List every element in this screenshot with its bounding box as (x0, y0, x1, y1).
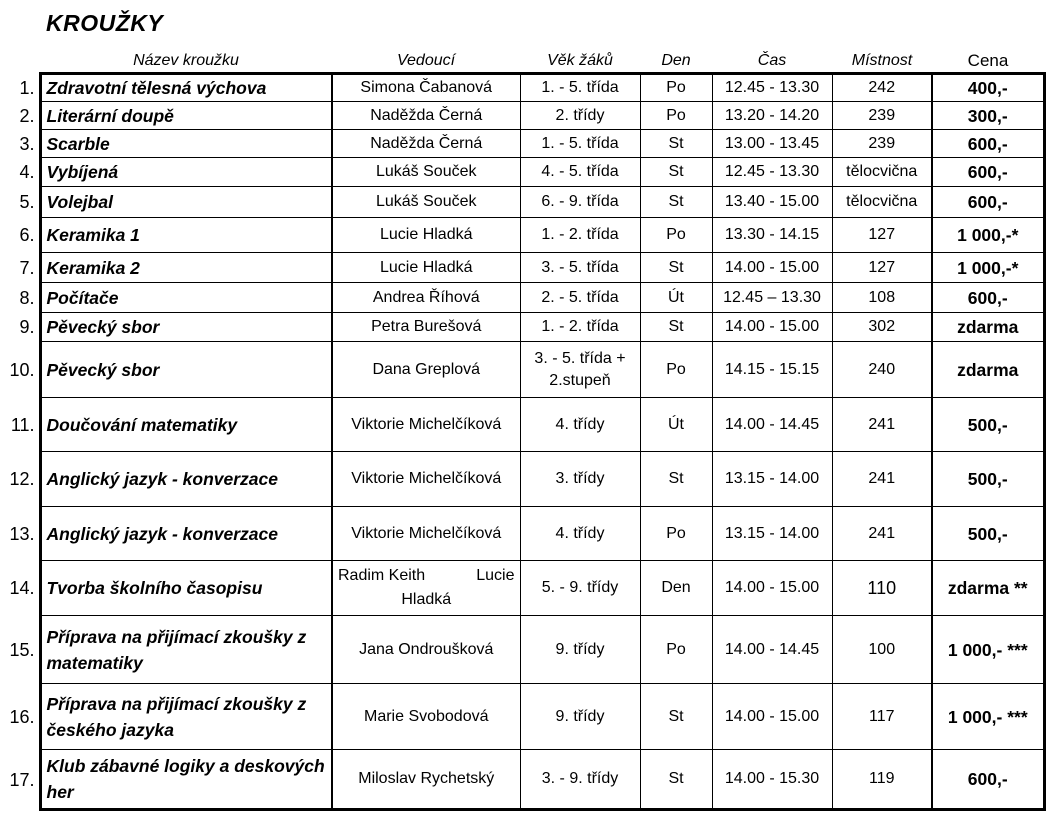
club-age: 1. - 2. třída (520, 218, 640, 253)
row-number: 5. (19, 192, 35, 212)
club-leader-second: Lucie (476, 567, 515, 584)
row-number: 13. (9, 523, 35, 544)
header-number (6, 50, 40, 74)
club-day: St (640, 452, 712, 507)
club-leader-first: Radim Keith (338, 567, 426, 584)
club-room: 241 (832, 452, 932, 507)
club-time: 13.20 - 14.20 (712, 102, 832, 130)
club-day: St (640, 750, 712, 810)
club-age: 4. třídy (520, 507, 640, 561)
club-day: Po (640, 102, 712, 130)
club-leader: Naděžda Černá (332, 130, 520, 158)
club-name: Keramika 1 (40, 218, 332, 253)
header-day: Den (661, 52, 691, 69)
club-leader: Simona Čabanová (332, 74, 520, 102)
club-age: 9. třídy (520, 616, 640, 684)
club-leader: Marie Svobodová (332, 684, 520, 750)
club-room: 108 (832, 283, 932, 313)
club-age: 5. - 9. třídy (520, 561, 640, 616)
table-row (6, 750, 1044, 810)
club-room: 239 (832, 102, 932, 130)
table-row (6, 130, 1044, 158)
club-room: 117 (832, 684, 932, 750)
club-name: Doučování matematiky (40, 398, 332, 452)
club-time: 13.40 - 15.00 (712, 187, 832, 218)
table-row (6, 283, 1044, 313)
club-time: 13.00 - 13.45 (712, 130, 832, 158)
club-price: 600,- (932, 283, 1044, 313)
club-room: tělocvična (832, 158, 932, 187)
club-leader: Viktorie Michelčíková (332, 507, 520, 561)
club-time: 14.00 - 15.00 (712, 253, 832, 283)
club-day: Den (640, 561, 712, 616)
row-number: 12. (9, 469, 35, 489)
club-name: Zdravotní tělesná výchova (40, 74, 332, 102)
row-number: 15. (9, 639, 35, 660)
club-room: 302 (832, 313, 932, 342)
row-number: 8. (19, 287, 35, 308)
club-day: St (640, 130, 712, 158)
header-name: Název kroužku (133, 52, 239, 69)
club-price: 600,- (932, 130, 1044, 158)
club-age: 1. - 5. třída (520, 74, 640, 102)
row-number: 4. (19, 162, 35, 182)
club-day: Út (640, 398, 712, 452)
club-day: St (640, 253, 712, 283)
row-number: 17. (9, 769, 35, 790)
table-row (6, 158, 1044, 187)
club-time: 14.00 - 14.45 (712, 616, 832, 684)
club-name: Tvorba školního časopisu (40, 561, 332, 616)
club-day: St (640, 313, 712, 342)
header-time: Čas (757, 52, 787, 69)
club-name: Vybíjená (40, 158, 332, 187)
club-room: 127 (832, 218, 932, 253)
club-leader-second-surname: Hladká (401, 591, 452, 608)
club-leader: Petra Burešová (332, 313, 520, 342)
club-age: 2. třídy (520, 102, 640, 130)
club-leader: Lukáš Souček (332, 187, 520, 218)
club-leader: Dana Greplová (332, 342, 520, 398)
club-price: 600,- (932, 158, 1044, 187)
table-row (6, 398, 1044, 452)
club-room: 119 (832, 750, 932, 810)
club-leader: Naděžda Černá (332, 102, 520, 130)
club-price: 500,- (932, 398, 1044, 452)
club-age: 4. - 5. třída (520, 158, 640, 187)
club-name: Pěvecký sbor (40, 342, 332, 398)
club-age: 9. třídy (520, 684, 640, 750)
club-price: 1 000,-* (932, 218, 1044, 253)
club-name: Anglický jazyk - konverzace (40, 507, 332, 561)
club-name: Pěvecký sbor (40, 313, 332, 342)
row-number: 11. (10, 414, 35, 435)
club-room: 239 (832, 130, 932, 158)
club-price: zdarma (932, 313, 1044, 342)
club-time: 13.30 - 14.15 (712, 218, 832, 253)
club-name: Počítače (40, 283, 332, 313)
club-time: 14.00 - 15.00 (712, 561, 832, 616)
clubs-table (6, 50, 1046, 811)
table-row (6, 313, 1044, 342)
club-age: 3. - 9. třídy (520, 750, 640, 810)
club-price: 1 000,-* (932, 253, 1044, 283)
club-leader: Viktorie Michelčíková (332, 398, 520, 452)
row-number: 9. (19, 317, 35, 337)
page-title: KROUŽKY (46, 10, 164, 36)
table-row (6, 616, 1044, 684)
club-time: 14.00 - 15.00 (712, 313, 832, 342)
club-age: 3. třídy (520, 452, 640, 507)
club-room: 242 (832, 74, 932, 102)
club-price: 600,- (932, 187, 1044, 218)
row-number: 10. (9, 359, 35, 380)
club-age: 1. - 2. třída (520, 313, 640, 342)
club-name: Anglický jazyk - konverzace (40, 452, 332, 507)
header-leader: Vedoucí (396, 52, 456, 69)
club-leader (332, 561, 520, 616)
club-time: 12.45 - 13.30 (712, 74, 832, 102)
table-row (6, 74, 1044, 102)
row-number: 14. (9, 578, 35, 598)
club-name: Volejbal (40, 187, 332, 218)
club-time: 14.00 - 15.30 (712, 750, 832, 810)
club-price: 300,- (932, 102, 1044, 130)
club-leader: Lukáš Souček (332, 158, 520, 187)
row-number: 3. (19, 133, 35, 154)
table-row (6, 218, 1044, 253)
club-price: 1 000,- *** (932, 684, 1044, 750)
club-leader: Jana Ondroušková (332, 616, 520, 684)
club-time: 14.15 - 15.15 (712, 342, 832, 398)
club-day: St (640, 158, 712, 187)
club-time: 14.00 - 14.45 (712, 398, 832, 452)
club-room: 241 (832, 398, 932, 452)
table-row (6, 187, 1044, 218)
club-age: 1. - 5. třída (520, 130, 640, 158)
club-age: 3. - 5. třída + 2.stupeň (520, 342, 640, 398)
club-leader: Lucie Hladká (332, 218, 520, 253)
club-time: 14.00 - 15.00 (712, 684, 832, 750)
club-time: 13.15 - 14.00 (712, 452, 832, 507)
club-age: 3. - 5. třída (520, 253, 640, 283)
club-time: 13.15 - 14.00 (712, 507, 832, 561)
club-price: zdarma ** (932, 561, 1044, 616)
club-room: tělocvična (832, 187, 932, 218)
club-room: 100 (832, 616, 932, 684)
club-day: Po (640, 218, 712, 253)
table-row (6, 507, 1044, 561)
row-number: 1. (19, 77, 35, 98)
club-price: 400,- (932, 74, 1044, 102)
row-number: 7. (19, 257, 35, 278)
club-day: Po (640, 507, 712, 561)
club-price: 1 000,- *** (932, 616, 1044, 684)
club-name: Klub zábavné logiky a deskových her (40, 750, 332, 810)
club-leader: Andrea Říhová (332, 283, 520, 313)
club-leader: Lucie Hladká (332, 253, 520, 283)
table-row (6, 102, 1044, 130)
club-day: Po (640, 342, 712, 398)
table-row (6, 253, 1044, 283)
club-leader: Viktorie Michelčíková (332, 452, 520, 507)
club-day: Po (640, 616, 712, 684)
row-number: 6. (19, 225, 35, 245)
club-price: 500,- (932, 507, 1044, 561)
club-price: 600,- (932, 750, 1044, 810)
club-day: St (640, 684, 712, 750)
club-name: Příprava na přijímací zkoušky z matematiky (40, 616, 332, 684)
club-age: 4. třídy (520, 398, 640, 452)
table-row (6, 684, 1044, 750)
club-time: 12.45 - 13.30 (712, 158, 832, 187)
row-number: 2. (19, 105, 35, 126)
club-leader: Miloslav Rychetský (332, 750, 520, 810)
club-price: 500,- (932, 452, 1044, 507)
club-name: Scarble (40, 130, 332, 158)
club-name: Keramika 2 (40, 253, 332, 283)
club-age: 2. - 5. třída (520, 283, 640, 313)
header-age: Věk žáků (547, 52, 613, 69)
club-time: 12.45 – 13.30 (712, 283, 832, 313)
table-row (6, 342, 1044, 398)
club-price: zdarma (932, 342, 1044, 398)
club-day: Út (640, 283, 712, 313)
club-room: 241 (832, 507, 932, 561)
club-name: Literární doupě (40, 102, 332, 130)
header-room: Místnost (851, 52, 913, 69)
table-row (6, 561, 1044, 616)
club-room: 127 (832, 253, 932, 283)
club-age: 6. - 9. třída (520, 187, 640, 218)
header-price: Cena (967, 51, 1009, 70)
club-name: Příprava na přijímací zkoušky z českého jazyka (40, 684, 332, 750)
club-day: St (640, 187, 712, 218)
club-room: 240 (832, 342, 932, 398)
table-row (6, 452, 1044, 507)
row-number: 16. (9, 706, 35, 727)
club-day: Po (640, 74, 712, 102)
club-room: 110 (832, 561, 932, 616)
header-row (6, 50, 1044, 74)
